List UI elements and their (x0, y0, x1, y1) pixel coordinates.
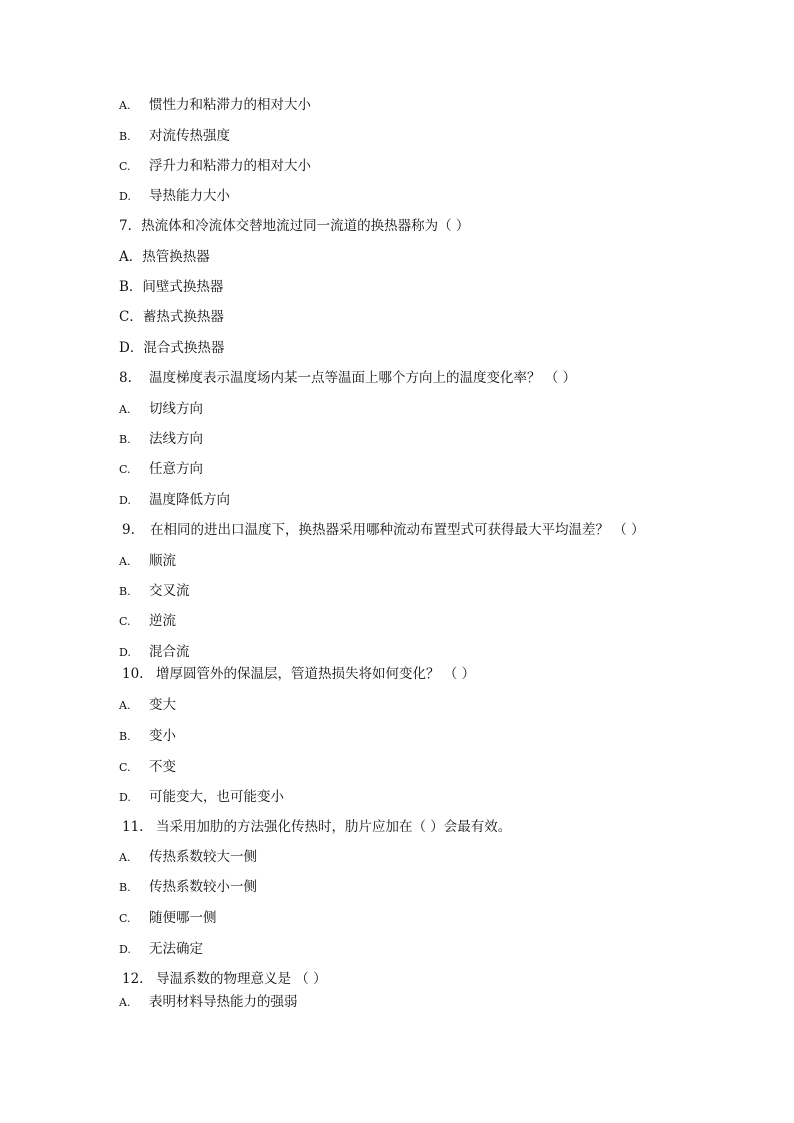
option-7-c (119, 308, 224, 326)
option-text: 变小 (149, 728, 176, 744)
question-text: 当采用加肋的方法强化传热时，肋片应加在（ ）会最有效。 (156, 819, 512, 835)
option-text: 顺流 (149, 553, 176, 569)
option-letter: C． (119, 309, 143, 325)
option-text: 温度降低方向 (149, 492, 230, 508)
option-text: 可能变大，也可能变小 (149, 789, 284, 805)
question-text: 导温系数的物理意义是 （ ） (156, 971, 327, 987)
option-10-b (119, 727, 176, 746)
option-text: 切线方向 (149, 401, 203, 417)
option-text: 浮升力和粘滞力的相对大小 (149, 158, 311, 174)
question-number: 12. (122, 971, 144, 987)
option-9-d (119, 643, 190, 662)
option-11-c (119, 909, 217, 928)
option-letter: D. (119, 494, 131, 507)
option-text: 热管换热器 (142, 249, 210, 265)
option-letter: D. (119, 791, 131, 804)
option-9-a (119, 552, 176, 571)
question-number: 7． (119, 218, 142, 234)
option-8-a (119, 400, 203, 419)
option-letter: C. (119, 615, 131, 628)
option-10-a (119, 696, 176, 715)
option-text: 不变 (149, 759, 176, 775)
option-letter: D. (119, 943, 131, 956)
option-12-a (119, 993, 298, 1012)
option-11-d (119, 940, 203, 959)
option-letter: A. (119, 555, 131, 568)
option-letter: D. (119, 190, 131, 203)
option-7-b (119, 278, 223, 296)
option-letter: C. (119, 160, 131, 173)
option-9-c (119, 612, 176, 631)
option-text: 间壁式换热器 (142, 279, 224, 295)
option-text: 交叉流 (149, 583, 190, 599)
option-8-c (119, 460, 203, 479)
option-letter: B. (119, 433, 131, 446)
option-6-a (119, 96, 311, 115)
option-text: 法线方向 (149, 431, 203, 447)
option-text: 任意方向 (149, 461, 203, 477)
question-number: 9. (122, 522, 135, 538)
option-text: 惯性力和粘滞力的相对大小 (149, 97, 311, 113)
option-10-d (119, 788, 284, 807)
option-text: 无法确定 (149, 941, 203, 957)
question-number: 8. (119, 370, 132, 386)
option-letter: C. (119, 463, 131, 476)
question-text: 温度梯度表示温度场内某一点等温面上哪个方向上的温度变化率？ （ ） (149, 370, 577, 386)
question-text: 热流体和冷流体交替地流过同一流道的换热器称为（ ） (141, 218, 470, 234)
option-letter: C. (119, 761, 131, 774)
option-text: 导热能力大小 (149, 188, 230, 204)
option-text: 表明材料导热能力的强弱 (149, 994, 298, 1010)
option-8-d (119, 491, 230, 510)
option-text: 逆流 (149, 613, 176, 629)
option-text: 传热系数较小一侧 (149, 879, 257, 895)
option-letter: B. (119, 585, 131, 598)
option-letter: A. (119, 699, 131, 712)
question-number: 10. (122, 666, 144, 682)
question-9 (122, 521, 645, 539)
option-text: 混合流 (149, 644, 190, 660)
option-10-c (119, 758, 176, 777)
question-7 (119, 217, 469, 235)
option-text: 传热系数较大一侧 (149, 849, 257, 865)
option-6-b (119, 127, 230, 146)
question-11 (122, 818, 511, 836)
question-10 (122, 665, 475, 683)
option-6-c (119, 157, 311, 176)
option-7-d (119, 339, 224, 357)
option-11-a (119, 848, 257, 867)
option-letter: B. (119, 730, 131, 743)
option-letter: D. (119, 646, 131, 659)
option-letter: A． (119, 249, 143, 265)
option-letter: A. (119, 403, 131, 416)
option-11-b (119, 878, 257, 897)
question-12 (122, 970, 327, 988)
option-letter: A. (119, 996, 131, 1009)
option-letter: B． (119, 279, 143, 295)
question-text: 增厚圆管外的保温层，管道热损失将如何变化？ （ ） (156, 666, 476, 682)
option-8-b (119, 430, 203, 449)
question-text: 在相同的进出口温度下，换热器采用哪种流动布置型式可获得最大平均温差？ （ ） (150, 522, 645, 538)
option-text: 随便哪一侧 (149, 910, 217, 926)
option-text: 混合式换热器 (143, 340, 225, 356)
option-6-d (119, 187, 230, 206)
option-text: 蓄热式换热器 (142, 309, 224, 325)
option-text: 对流传热强度 (149, 128, 230, 144)
question-8 (119, 369, 576, 387)
option-letter: B. (119, 881, 131, 894)
option-letter: B. (119, 130, 131, 143)
option-9-b (119, 582, 190, 601)
option-letter: D． (119, 340, 144, 356)
option-letter: A. (119, 99, 131, 112)
question-number: 11. (122, 819, 144, 835)
option-text: 变大 (149, 697, 176, 713)
option-letter: A. (119, 851, 131, 864)
option-letter: C. (119, 912, 131, 925)
option-7-a (119, 248, 210, 266)
